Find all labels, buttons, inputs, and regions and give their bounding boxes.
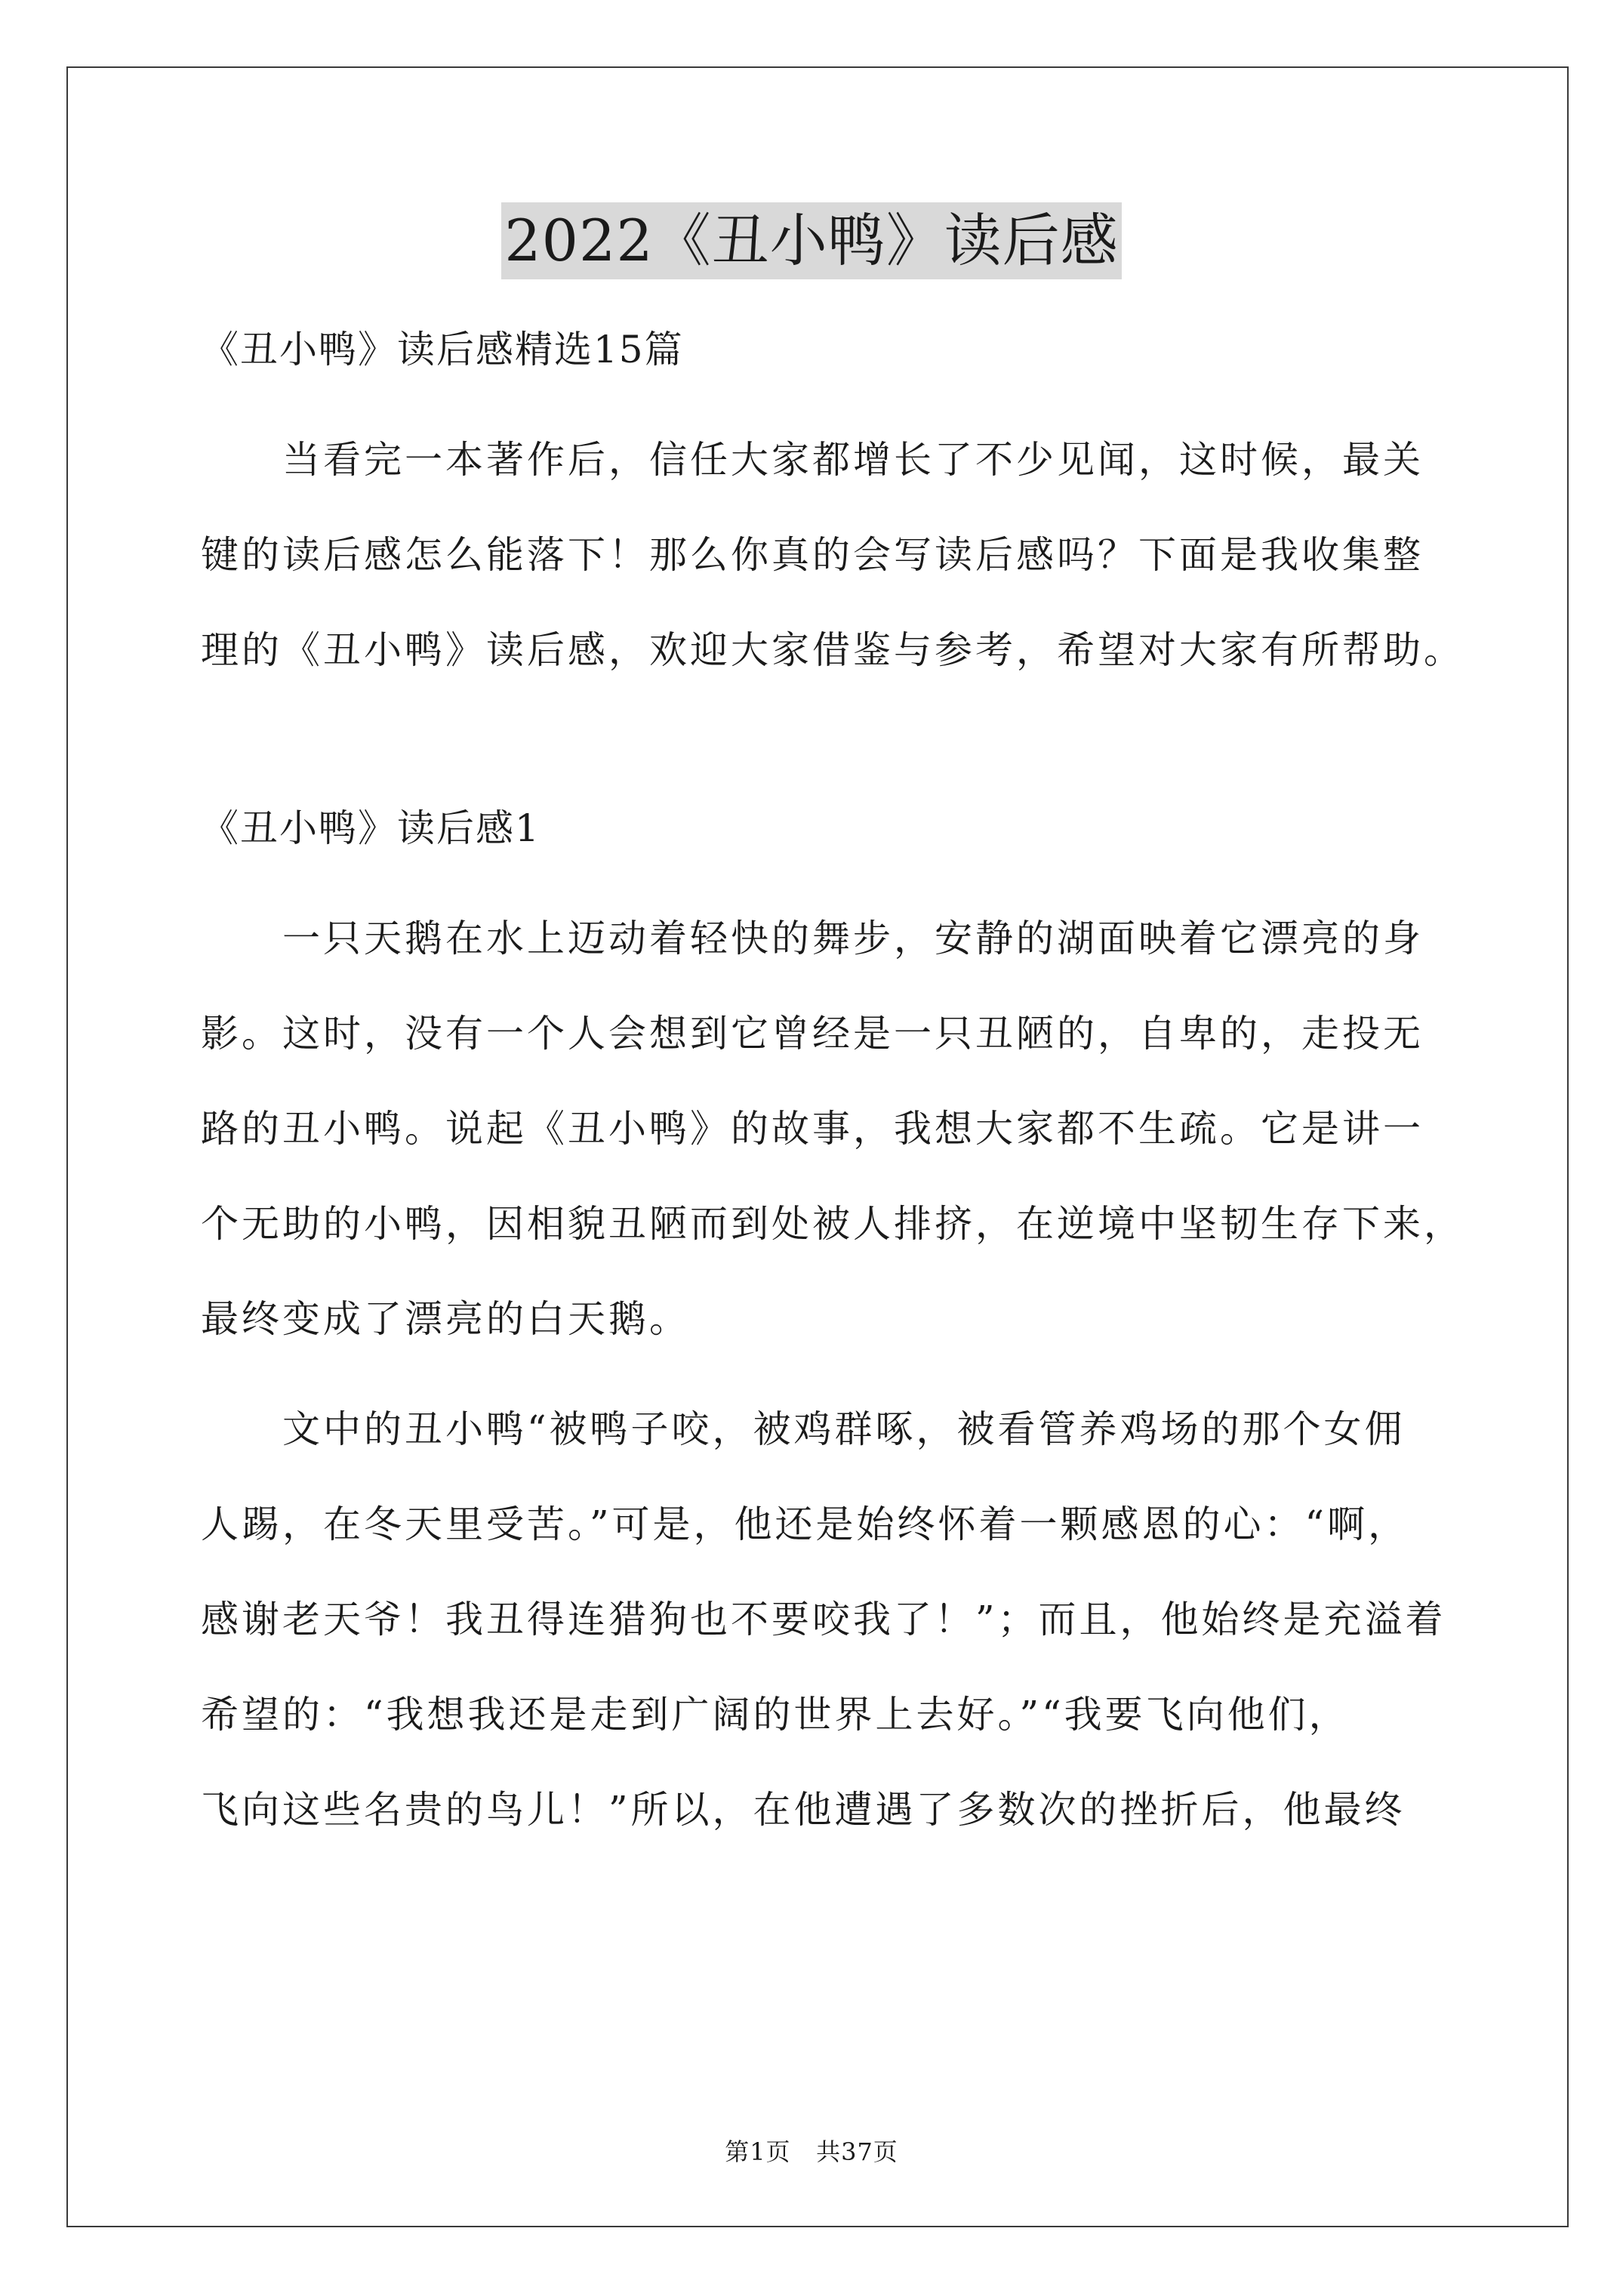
text-line: 路的丑小鸭。说起《丑小鸭》的故事，我想大家都不生疏。它是讲一: [201, 1107, 1424, 1151]
document-body: [201, 302, 1464, 1857]
section-heading: 《丑小鸭》读后感1: [201, 806, 540, 850]
text-line: 文中的丑小鸭“被鸭子咬，被鸡群啄，被看管养鸡场的那个女佣: [282, 1407, 1406, 1451]
page-footer: [0, 2137, 1623, 2167]
text-line: 当看完一本著作后，信任大家都增长了不少见闻，这时候，最关: [282, 438, 1424, 482]
title-container: [0, 202, 1623, 279]
text-line: 飞向这些名贵的鸟儿！”所以，在他遭遇了多数次的挫折后，他最终: [201, 1788, 1406, 1832]
paragraph-2: [201, 1382, 1446, 1857]
document-title: 2022《丑小鸭》读后感: [501, 202, 1121, 279]
text-line: 个无助的小鸭，因相貌丑陋而到处被人排挤，在逆境中坚韧生存下来，: [201, 1202, 1464, 1246]
page-number: 第1页: [725, 2137, 791, 2166]
text-line: 影。这时，没有一个人会想到它曾经是一只丑陋的，自卑的，走投无: [201, 1012, 1424, 1056]
text-line: 人踢，在冬天里受苦。”可是，他还是始终怀着一颗感恩的心：“啊，: [201, 1502, 1409, 1546]
text-line: 感谢老天爷！我丑得连猎狗也不要咬我了！”；而且，他始终是充溢着: [201, 1598, 1446, 1641]
text-line: 一只天鹅在水上迈动着轻快的舞步，安静的湖面映着它漂亮的身: [282, 917, 1424, 960]
intro-paragraph: [201, 412, 1464, 698]
text-line: 最终变成了漂亮的白天鹅。: [201, 1297, 690, 1341]
text-line: 理的《丑小鸭》读后感，欢迎大家借鉴与参考，希望对大家有所帮助。: [201, 628, 1464, 672]
text-line: 键的读后感怎么能落下！那么你真的会写读后感吗？下面是我收集整: [201, 533, 1424, 577]
page-total: 共37页: [816, 2137, 898, 2166]
text-line: 希望的：“我想我还是走到广阔的世界上去好。”“我要飞向他们，: [201, 1693, 1350, 1737]
paragraph-1: [201, 891, 1464, 1367]
subtitle: 《丑小鸭》读后感精选15篇: [201, 328, 684, 371]
